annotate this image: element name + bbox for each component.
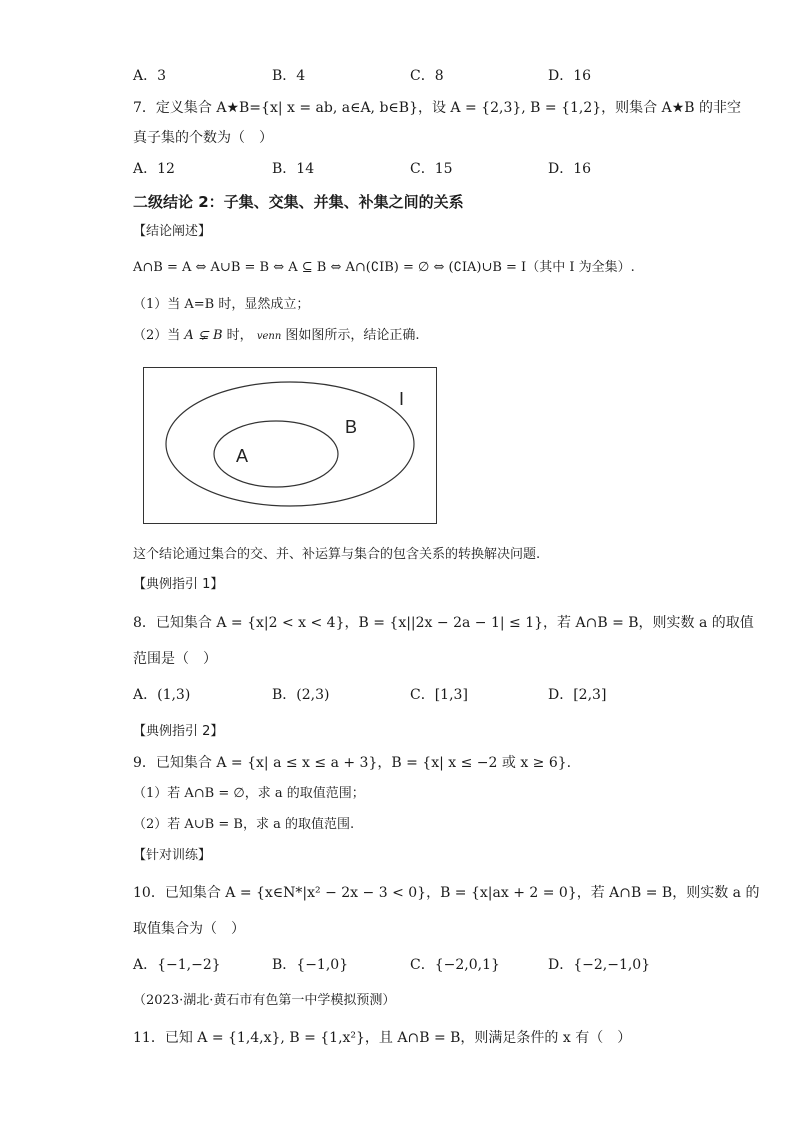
training-label: 【针对训练】 xyxy=(133,848,212,863)
q7-stem-line1: 7．定义集合 A★B={x| x = ab, a∈A, b∈B}，设 A = {2,3}, B = {1,2}，则集合 A★B 的非空 xyxy=(133,100,742,116)
q8-option-d: D．[2,3] xyxy=(548,687,607,703)
q10-stem-line1: 10．已知集合 A = {x∈N*|x² − 2x − 3 < 0}，B = {x|ax + 2 = 0}，若 A∩B = B，则实数 a 的 xyxy=(133,885,760,901)
q7-option-d: D．16 xyxy=(548,161,592,177)
q10-stem-line2: 取值集合为（ ） xyxy=(133,921,245,937)
q9-part1: （1）若 A∩B = ∅，求 a 的取值范围； xyxy=(133,786,365,801)
q8-stem-line2: 范围是（ ） xyxy=(133,651,217,667)
q8-option-c: C．[1,3] xyxy=(410,687,468,703)
q10-option-c: C．{−2,0,1} xyxy=(410,957,500,973)
q10-option-a: A．{−1,−2} xyxy=(133,957,221,973)
q10-options xyxy=(133,955,693,975)
q9-part2: （2）若 A∪B = B，求 a 的取值范围. xyxy=(133,817,355,832)
universe-rectangle xyxy=(144,368,437,524)
venn-label-a: A xyxy=(236,446,249,466)
case-1: （1）当 A=B 时，显然成立； xyxy=(133,297,310,312)
conclusion-label: 【结论阐述】 xyxy=(133,224,212,239)
venn-word: venn xyxy=(256,331,282,342)
case-2-math: A ⊊ B xyxy=(184,328,223,343)
q7-option-a: A．12 xyxy=(133,161,175,177)
q10-option-b: B．{−1,0} xyxy=(272,957,349,973)
q10-option-d: D．{−2,−1,0} xyxy=(548,957,651,973)
q7-options xyxy=(133,159,693,179)
q9-stem: 9．已知集合 A = {x| a ≤ x ≤ a + 3}，B = {x| x ≤ −2 或 x ≥ 6}. xyxy=(133,755,572,771)
q6-option-a: A．3 xyxy=(133,68,167,84)
q8-stem-line1: 8．已知集合 A = {x|2 < x < 4}，B = {x||2x − 2a − 1| ≤ 1}，若 A∩B = B，则实数 a 的取值 xyxy=(133,615,754,631)
conclusion-formula: A∩B = A ⇔ A∪B = B ⇔ A ⊆ B ⇔ A∩(∁IB) = ∅ ⇔ (∁IA)∪B = I（其中 I 为全集）. xyxy=(133,260,635,275)
q11-stem: 11．已知 A = {1,4,x}, B = {1,x²}，且 A∩B = B，则满足条件的 x 有（ ） xyxy=(133,1030,632,1046)
q8-options xyxy=(133,685,693,705)
venn-diagram xyxy=(143,367,437,524)
q6-option-d: D．16 xyxy=(548,68,592,84)
case-2-tail: 图如图所示，结论正确. xyxy=(285,328,420,343)
case-2-suffix: 时， xyxy=(226,328,253,343)
case-2-prefix: （2）当 xyxy=(133,328,181,343)
conclusion-summary: 这个结论通过集合的交、并、补运算与集合的包含关系的转换解决问题. xyxy=(133,547,541,562)
section-title: 二级结论 2：子集、交集、并集、补集之间的关系 xyxy=(133,193,464,211)
q7-stem-line2: 真子集的个数为（ ） xyxy=(133,130,273,146)
case-2 xyxy=(133,326,420,347)
q7-option-b: B．14 xyxy=(272,161,315,177)
q6-options xyxy=(133,66,693,86)
example1-label: 【典例指引 1】 xyxy=(133,577,224,592)
example2-label: 【典例指引 2】 xyxy=(133,724,224,739)
q8-option-a: A．(1,3) xyxy=(133,687,191,703)
q6-option-c: C．8 xyxy=(410,68,444,84)
q7-option-c: C．15 xyxy=(410,161,453,177)
q6-option-b: B．4 xyxy=(272,68,306,84)
q8-option-b: B．(2,3) xyxy=(272,687,330,703)
q11-source: （2023·湖北·黄石市有色第一中学模拟预测） xyxy=(133,993,396,1008)
venn-label-i: I xyxy=(399,389,405,409)
venn-label-b: B xyxy=(345,417,358,437)
